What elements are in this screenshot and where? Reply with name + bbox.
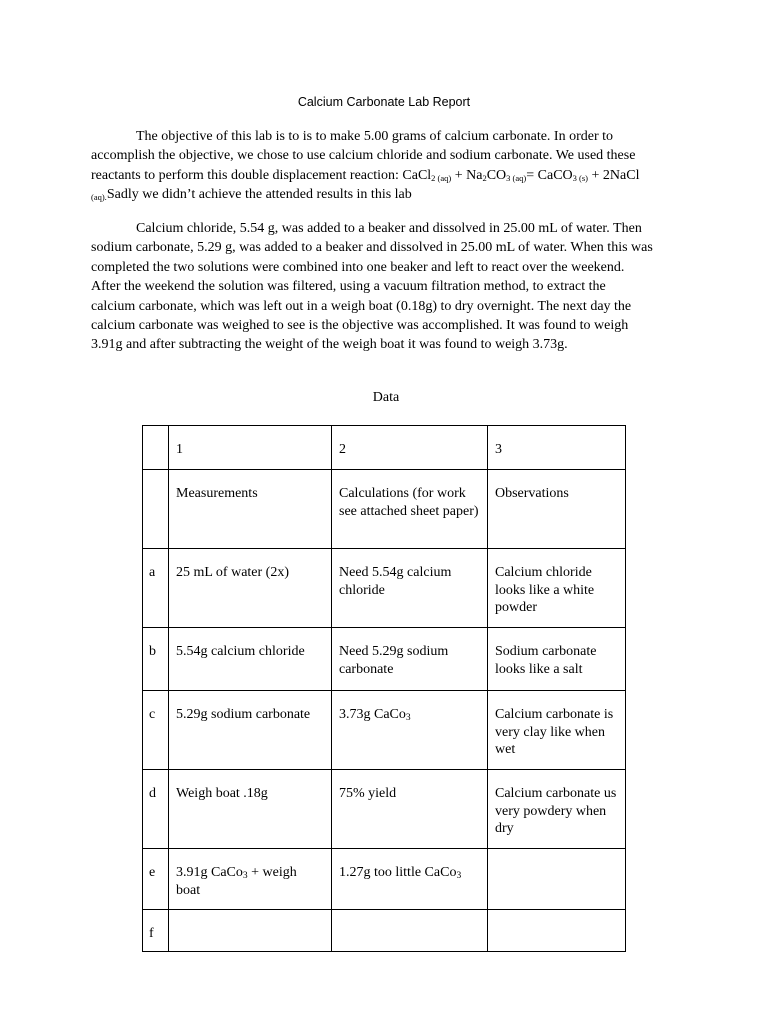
row-label: e bbox=[143, 849, 169, 910]
table-cell bbox=[143, 426, 169, 470]
meas-text: 3.91g CaCo bbox=[176, 865, 243, 880]
eq-co3-sub: 3 (aq) bbox=[506, 172, 527, 183]
calculation-cell bbox=[332, 691, 488, 770]
procedure-text: Calcium chloride, 5.54 g, was added to a beaker and dissolved in 25.00 mL of water. Then sodium carbonate, 5.29 g, was added to a beaker and dissolved in 25.00 mL of water. When this was completed the two solutions were combined into one beaker and left to react over the weekend. After the weekend the solution was filtered, using a vacuum filtration method, to extract the calcium carbonate, which was left out in a weigh boat (0.18g) to dry overnight. The next day the calcium carbonate was weighed to see is the objective was accomplished. It was found to weigh 3.91g and after subtracting the weight of the weigh boat it was found to weigh 3.73g. bbox=[91, 221, 653, 353]
measurement-cell bbox=[169, 849, 332, 910]
eq-plus: + bbox=[451, 167, 467, 183]
eq-na-sub: 2 bbox=[482, 172, 487, 183]
objective-text: The objective of this lab is to is to make 5.00 grams of calcium carbonate. In order to accomplish the objective, we chose to use calcium chloride and sodium carbonate. We used these reactants to perform this double displacement reaction: bbox=[91, 129, 636, 183]
observation-cell bbox=[488, 910, 626, 952]
eq-co3: CO bbox=[486, 167, 507, 183]
report-title: Calcium Carbonate Lab Report bbox=[297, 95, 471, 109]
procedure-paragraph bbox=[91, 219, 653, 355]
objective-paragraph bbox=[91, 127, 653, 205]
observation-cell bbox=[488, 849, 626, 910]
calculation-cell bbox=[332, 910, 488, 952]
objective-conclusion: Sadly we didn’t achieve the attended results in this lab bbox=[106, 187, 412, 203]
calculation-cell: Need 5.29g sodium carbonate bbox=[332, 628, 488, 691]
row-label: d bbox=[143, 770, 169, 849]
calc-text: 1.27g too little CaCo bbox=[339, 865, 457, 880]
table-row bbox=[143, 549, 626, 628]
eq-cacl: CaCl bbox=[402, 167, 432, 183]
table-row bbox=[143, 691, 626, 770]
meas-tail: + weigh boat bbox=[176, 865, 297, 898]
eq-equals: = bbox=[526, 167, 538, 183]
observation-cell: Calcium carbonate is very clay like when wet bbox=[488, 691, 626, 770]
table-row bbox=[143, 849, 626, 910]
table-cell: Calculations (for work see attached sheet paper) bbox=[332, 470, 488, 549]
calc-subscript: 3 bbox=[405, 713, 411, 723]
measurement-cell bbox=[169, 910, 332, 952]
meas-subscript: 3 bbox=[242, 871, 248, 881]
eq-caco3-sub: 3 (s) bbox=[572, 172, 588, 183]
measurement-cell: Weigh boat .18g bbox=[169, 770, 332, 849]
eq-na: Na bbox=[466, 167, 483, 183]
observation-cell: Calcium carbonate us very powdery when dry bbox=[488, 770, 626, 849]
table-row bbox=[143, 910, 626, 952]
measurement-cell: 5.29g sodium carbonate bbox=[169, 691, 332, 770]
table-subheader-row bbox=[143, 470, 626, 549]
eq-cacl-sub: 2 (aq) bbox=[431, 172, 452, 183]
eq-plus: + bbox=[588, 167, 603, 183]
table-cell: 1 bbox=[169, 426, 332, 470]
eq-nacl-sub: (aq). bbox=[91, 192, 107, 203]
calculation-cell: Need 5.54g calcium chloride bbox=[332, 549, 488, 628]
table-row bbox=[143, 770, 626, 849]
data-heading: Data bbox=[372, 390, 400, 405]
observation-cell: Sodium carbonate looks like a salt bbox=[488, 628, 626, 691]
table-row bbox=[143, 628, 626, 691]
table-cell: Observations bbox=[488, 470, 626, 549]
table-cell: 3 bbox=[488, 426, 626, 470]
calculation-cell: 75% yield bbox=[332, 770, 488, 849]
calc-subscript: 3 bbox=[456, 871, 462, 881]
eq-nacl: 2NaCl bbox=[602, 167, 640, 183]
measurement-cell: 5.54g calcium chloride bbox=[169, 628, 332, 691]
observation-cell: Calcium chloride looks like a white powder bbox=[488, 549, 626, 628]
measurement-cell: 25 mL of water (2x) bbox=[169, 549, 332, 628]
eq-caco3: CaCO bbox=[537, 167, 573, 183]
row-label: a bbox=[143, 549, 169, 628]
calculation-cell bbox=[332, 849, 488, 910]
table-cell: Measurements bbox=[169, 470, 332, 549]
table-cell: 2 bbox=[332, 426, 488, 470]
calc-text: 3.73g CaCo bbox=[339, 707, 406, 722]
row-label: b bbox=[143, 628, 169, 691]
table-header-row bbox=[143, 426, 626, 470]
row-label: f bbox=[143, 910, 169, 952]
row-label: c bbox=[143, 691, 169, 770]
table-cell bbox=[143, 470, 169, 549]
data-table bbox=[142, 425, 626, 952]
